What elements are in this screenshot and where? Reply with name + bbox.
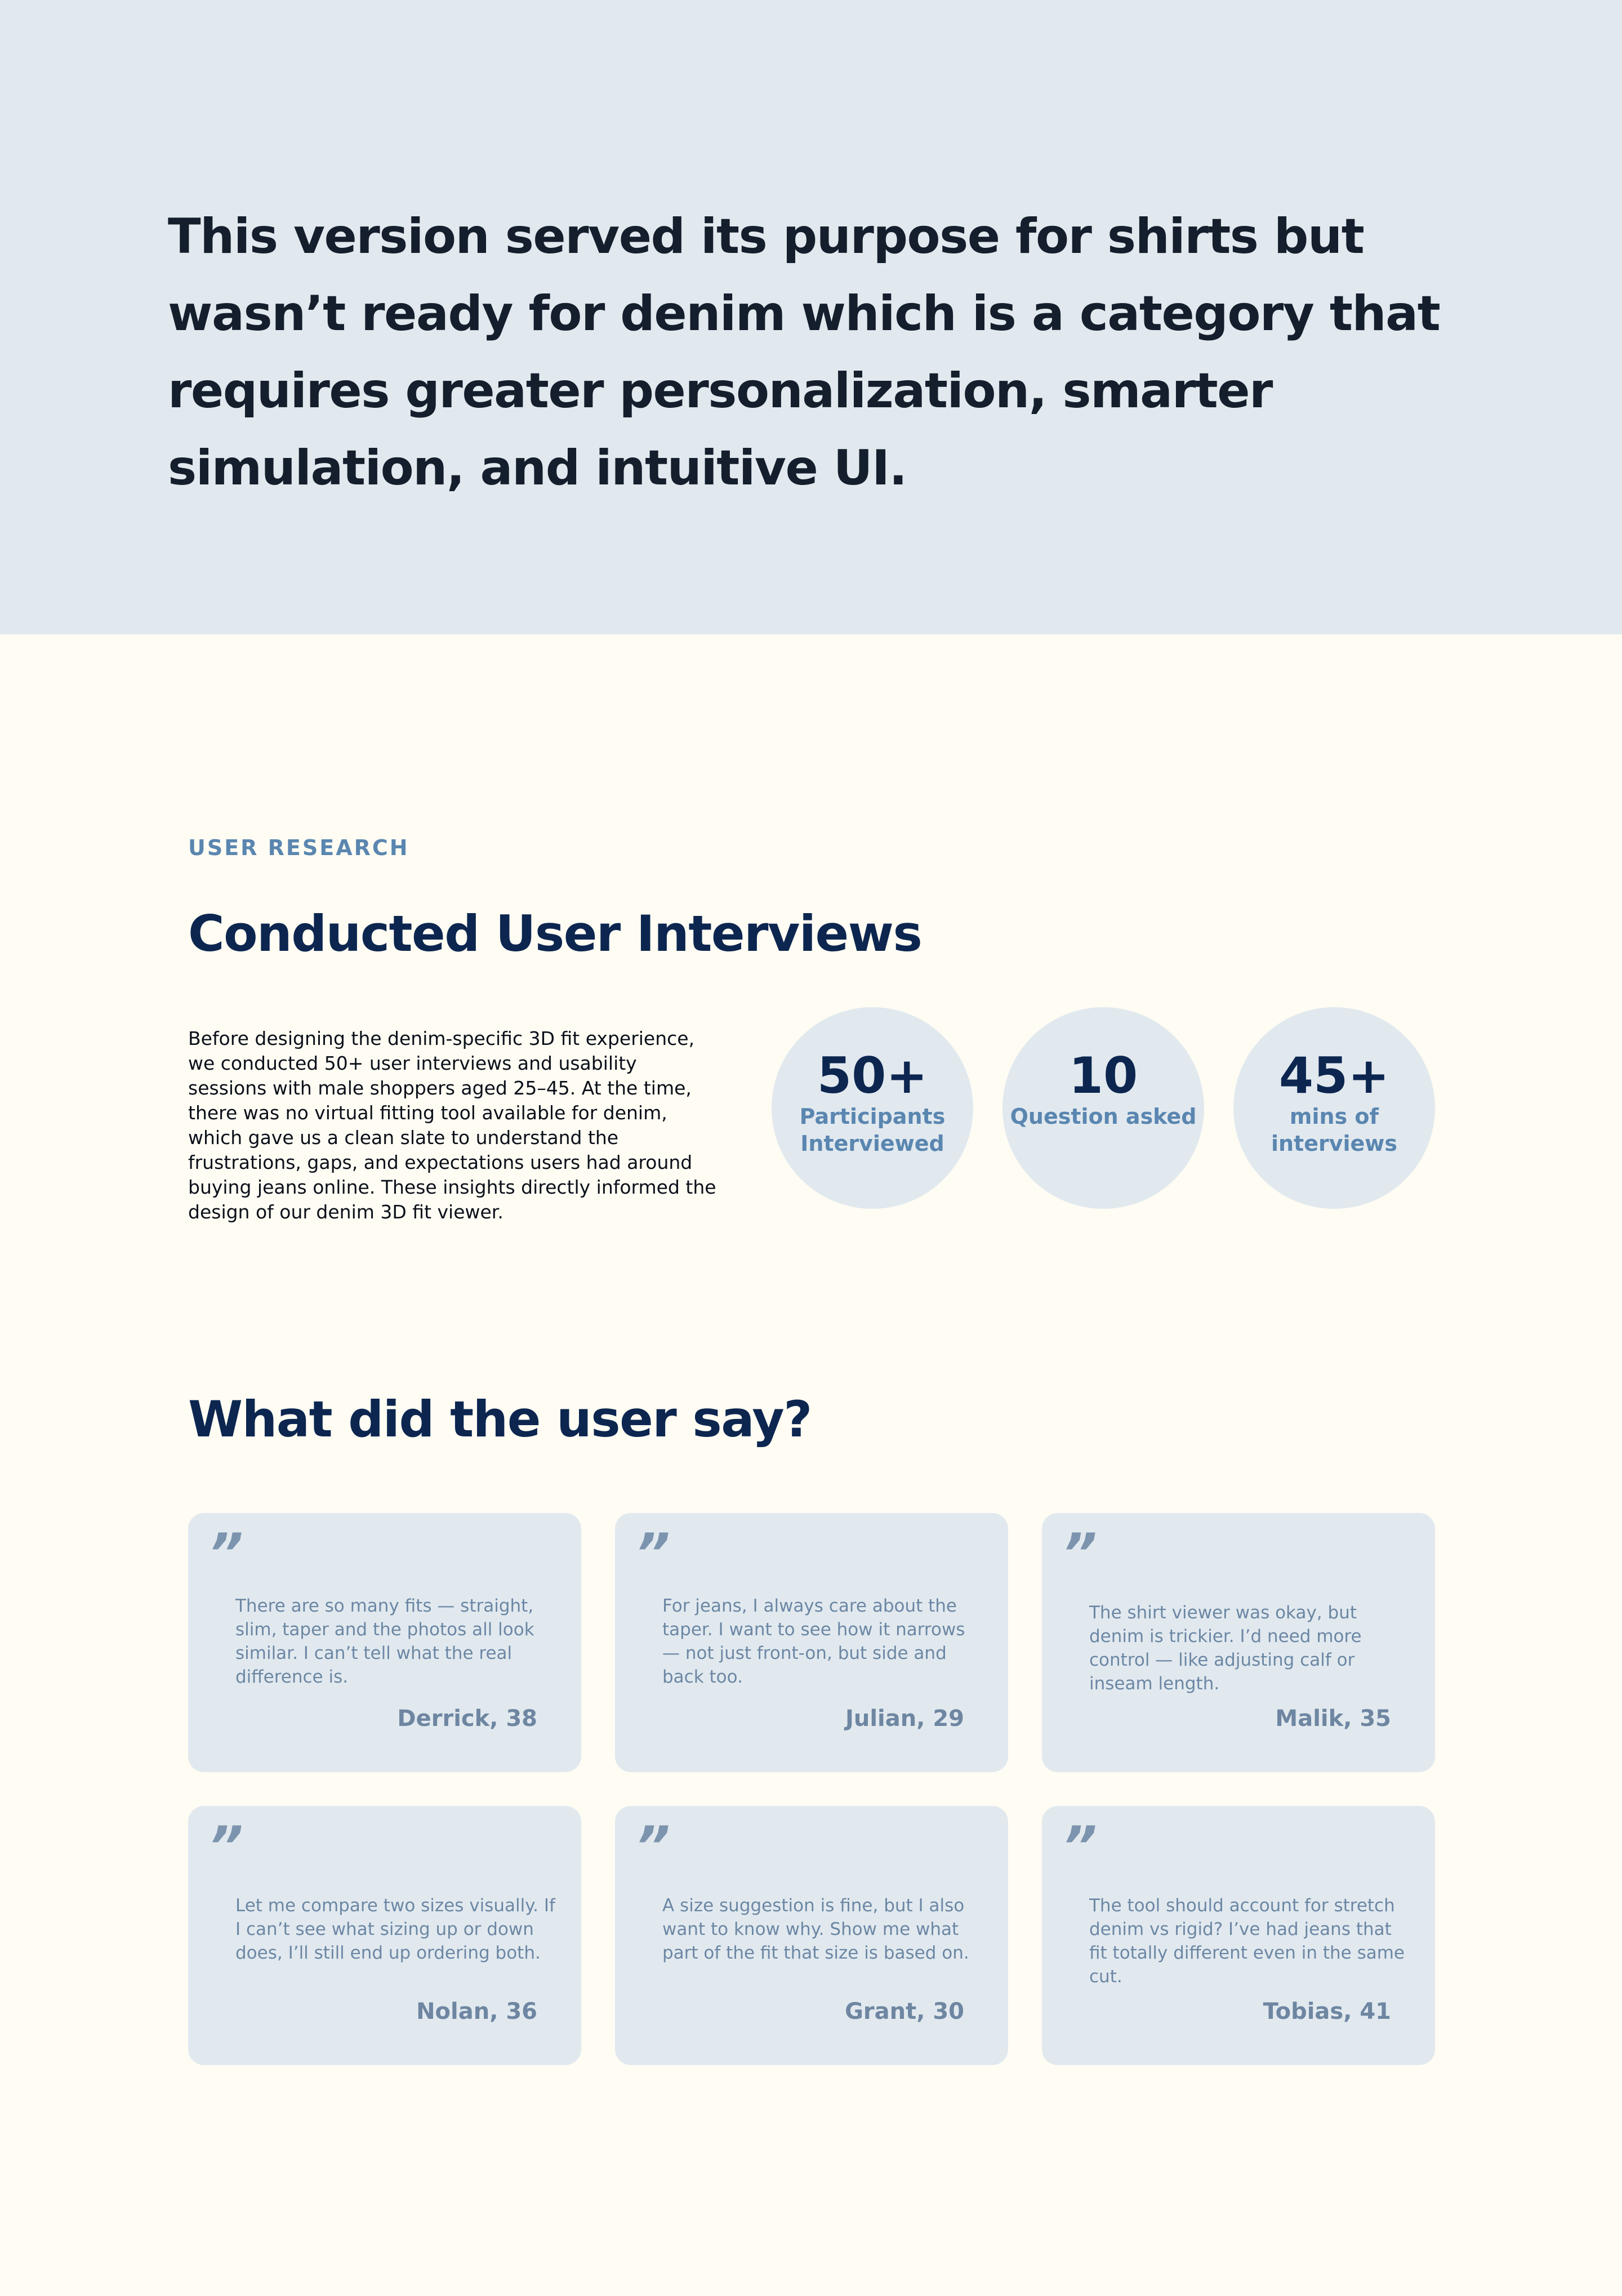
quote-card	[615, 1513, 1008, 1772]
quote-author: Tobias, 41	[1263, 1999, 1391, 2024]
interviews-heading: Conducted User Interviews	[188, 905, 922, 963]
stat-value: 45+	[1278, 1047, 1390, 1105]
quote-icon: ”	[1062, 1522, 1097, 1585]
quote-author: Julian, 29	[845, 1706, 964, 1732]
quote-icon: ”	[208, 1522, 243, 1585]
stat-value: 10	[1068, 1047, 1138, 1105]
quote-card	[188, 1806, 581, 2065]
stat-label: mins of interviews	[1271, 1104, 1398, 1156]
quote-icon: ”	[208, 1815, 243, 1878]
hero-statement: This version served its purpose for shirts but wasn’t ready for denim which is a category that requires greater personalization, smarter simulation, and intuitive UI.	[168, 208, 1440, 496]
stat-minutes	[1233, 1007, 1435, 1209]
quote-text: A size suggestion is fine, but I also want to know why. Show me what part of the fit that size is based on.	[662, 1895, 969, 1963]
quote-text: There are so many fits — straight, slim, taper and the photos all look similar. I can’t tell what the real difference is.	[235, 1596, 534, 1687]
section-eyebrow: USER RESEARCH	[188, 835, 409, 860]
stat-label: Participants Interviewed	[799, 1104, 946, 1156]
quote-text: For jeans, I always care about the taper. I want to see how it narrows — not just front-on, but side and back too.	[662, 1596, 965, 1687]
quote-author: Derrick, 38	[397, 1706, 537, 1732]
stat-label: Question asked	[1010, 1104, 1197, 1129]
quote-card	[615, 1806, 1008, 2065]
quote-author: Malik, 35	[1275, 1706, 1391, 1732]
quote-icon: ”	[635, 1815, 670, 1878]
quote-author: Grant, 30	[845, 1999, 964, 2024]
quotes-heading: What did the user say?	[188, 1390, 812, 1448]
stat-value: 50+	[817, 1047, 928, 1105]
research-intro: Before designing the denim-specific 3D fit experience, we conducted 50+ user interviews and usability sessions with male shoppers aged 25–45. At the time, there was no virtual fitting tool available for denim, which gave us a clean slate to understand the frustrations, gaps, and expectations users had around buying jeans online. These insights directly informed the design of our denim 3D fit viewer.	[188, 1027, 716, 1223]
quote-text: The shirt viewer was okay, but denim is trickier. I’d need more control — like adjusting calf or inseam length.	[1089, 1603, 1362, 1694]
quote-card	[188, 1513, 581, 1772]
quote-text: The tool should account for stretch denim vs rigid? I’ve had jeans that fit totally different even in the same cut.	[1089, 1895, 1405, 1987]
quote-text: Let me compare two sizes visually. If I can’t see what sizing up or down does, I’ll still end up ordering both.	[235, 1895, 555, 1963]
hero-section	[0, 0, 1622, 634]
quote-author: Nolan, 36	[416, 1999, 537, 2024]
quote-card	[1042, 1513, 1435, 1772]
quote-card	[1042, 1806, 1435, 2065]
quote-icon: ”	[635, 1522, 670, 1585]
quote-icon: ”	[1062, 1815, 1097, 1878]
stat-participants	[772, 1007, 973, 1209]
stat-questions	[1002, 1007, 1204, 1209]
